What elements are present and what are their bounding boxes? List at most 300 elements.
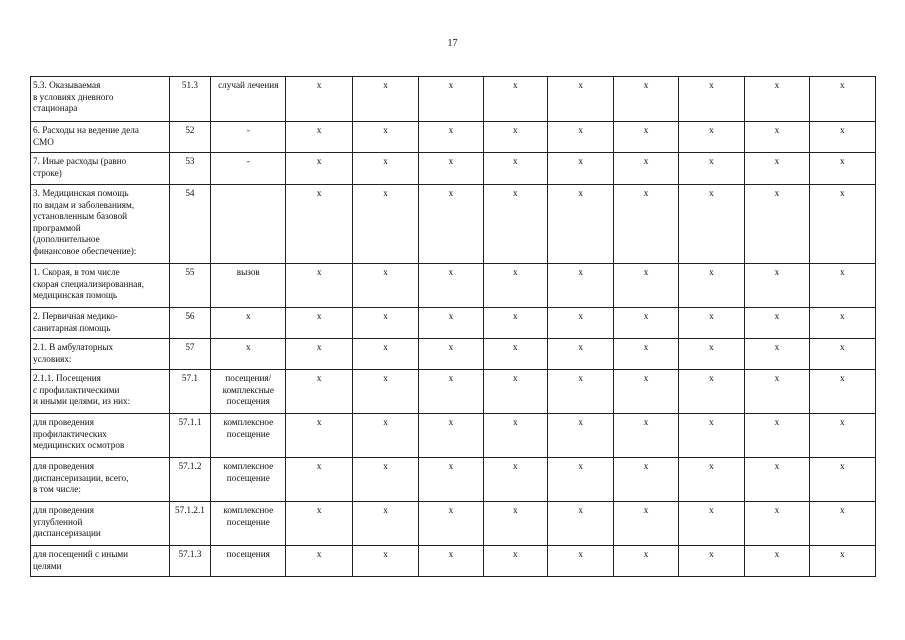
cell-text: 5.3. Оказываемая в условиях дневного стационара	[33, 80, 114, 113]
value-cell	[419, 414, 483, 458]
cell-text: для проведения углубленной диспансеризации	[33, 505, 101, 538]
cell-text: 2. Первичная медико- санитарная помощь	[33, 311, 118, 333]
value-cell	[678, 370, 744, 414]
value-cell	[745, 546, 809, 577]
cell-text: х	[513, 80, 518, 90]
cell-text: х	[709, 267, 714, 277]
cell-text: комплексное посещение	[223, 505, 274, 527]
cell-text: х	[643, 549, 649, 559]
table-row	[31, 546, 876, 577]
table-row	[31, 122, 876, 153]
cell-text: х	[839, 188, 845, 198]
value-cell	[352, 264, 418, 308]
value-cell	[286, 370, 352, 414]
cell-text: 57.1	[181, 373, 198, 383]
row-code-cell	[169, 370, 210, 414]
cell-text: х	[839, 267, 845, 277]
row-name-cell	[31, 546, 170, 577]
value-cell	[745, 414, 809, 458]
cell-text: 2.1. В амбулаторных условиях:	[33, 342, 114, 364]
cell-text: х	[839, 342, 845, 352]
value-cell	[809, 264, 875, 308]
cell-text: х	[643, 188, 649, 198]
cell-text: х	[709, 373, 714, 383]
cell-text: -	[246, 125, 250, 135]
value-cell	[548, 77, 614, 122]
cell-text: х	[839, 505, 845, 515]
value-cell	[286, 458, 352, 502]
cell-text: посещения	[226, 549, 270, 559]
value-cell	[419, 502, 483, 546]
value-cell	[678, 502, 744, 546]
value-cell	[286, 153, 352, 185]
cell-text: х	[513, 417, 518, 427]
cell-text: х	[643, 342, 649, 352]
value-cell	[745, 308, 809, 339]
cell-text: 56	[185, 311, 195, 321]
cell-text: х	[774, 342, 780, 352]
value-cell	[614, 370, 678, 414]
cell-text: х	[383, 373, 388, 383]
cell-text: х	[643, 156, 649, 166]
row-code-cell	[169, 122, 210, 153]
cell-text: х	[383, 311, 388, 321]
row-name-cell	[31, 414, 170, 458]
value-cell	[745, 122, 809, 153]
value-cell	[678, 339, 744, 370]
value-cell	[286, 264, 352, 308]
cell-text: х	[316, 373, 322, 383]
cell-text: х	[513, 373, 518, 383]
value-cell	[678, 308, 744, 339]
cell-text: х	[316, 156, 322, 166]
value-cell	[678, 77, 744, 122]
value-cell	[809, 414, 875, 458]
value-cell	[809, 122, 875, 153]
cell-text: х	[643, 311, 649, 321]
cell-text: -	[246, 156, 250, 166]
value-cell	[678, 153, 744, 185]
value-cell	[483, 308, 547, 339]
cell-text: х	[578, 342, 583, 352]
cell-text: х	[578, 505, 583, 515]
cell-text: х	[643, 373, 649, 383]
value-cell	[286, 502, 352, 546]
value-cell	[483, 458, 547, 502]
row-code-cell	[169, 458, 210, 502]
value-cell	[809, 546, 875, 577]
cell-text: 57.1.1	[178, 417, 202, 427]
value-cell	[419, 308, 483, 339]
value-cell	[614, 264, 678, 308]
row-name-cell	[31, 264, 170, 308]
value-cell	[419, 185, 483, 264]
cell-text: х	[448, 417, 454, 427]
cell-text: для проведения диспансеризации, всего, в том числе:	[33, 461, 129, 494]
cell-text: х	[448, 188, 454, 198]
cell-text: х	[774, 80, 780, 90]
value-cell	[745, 264, 809, 308]
page-number: 17	[447, 38, 458, 49]
cell-text: х	[709, 505, 714, 515]
cell-text: х	[316, 417, 322, 427]
cell-text: 57	[185, 342, 195, 352]
table-row	[31, 264, 876, 308]
cell-text: вызов	[236, 267, 260, 277]
value-cell	[745, 77, 809, 122]
cell-text: х	[448, 125, 454, 135]
row-unit-cell	[211, 122, 286, 153]
value-cell	[286, 77, 352, 122]
cell-text: х	[774, 311, 780, 321]
value-cell	[809, 458, 875, 502]
value-cell	[745, 153, 809, 185]
cell-text: х	[448, 461, 454, 471]
cell-text: х	[774, 156, 780, 166]
value-cell	[483, 546, 547, 577]
cell-text: х	[383, 505, 388, 515]
value-cell	[809, 77, 875, 122]
cell-text: х	[316, 188, 322, 198]
value-cell	[745, 339, 809, 370]
cell-text: х	[383, 125, 388, 135]
value-cell	[419, 77, 483, 122]
cell-text: х	[578, 156, 583, 166]
row-unit-cell	[211, 370, 286, 414]
cell-text: х	[448, 311, 454, 321]
row-unit-cell	[211, 546, 286, 577]
value-cell	[483, 77, 547, 122]
row-name-cell	[31, 502, 170, 546]
value-cell	[614, 122, 678, 153]
value-cell	[614, 339, 678, 370]
value-cell	[614, 77, 678, 122]
cell-text: х	[774, 461, 780, 471]
value-cell	[419, 458, 483, 502]
cell-text: х	[839, 80, 845, 90]
value-cell	[352, 458, 418, 502]
cell-text: х	[513, 311, 518, 321]
row-code-cell	[169, 546, 210, 577]
cell-text: х	[643, 267, 649, 277]
row-code-cell	[169, 153, 210, 185]
table-row	[31, 339, 876, 370]
row-name-cell	[31, 77, 170, 122]
value-cell	[678, 414, 744, 458]
value-cell	[483, 185, 547, 264]
cell-text: х	[316, 549, 322, 559]
cell-text: 57.1.2	[178, 461, 202, 471]
cell-text: х	[709, 461, 714, 471]
value-cell	[809, 153, 875, 185]
cell-text: х	[774, 549, 780, 559]
row-unit-cell	[211, 414, 286, 458]
cell-text: х	[643, 125, 649, 135]
value-cell	[548, 264, 614, 308]
value-cell	[809, 370, 875, 414]
cell-text: х	[839, 373, 845, 383]
cell-text: 2.1.1. Посещения с профилактическими и иными целями, из них:	[33, 373, 131, 406]
value-cell	[745, 185, 809, 264]
row-name-cell	[31, 339, 170, 370]
table-row	[31, 308, 876, 339]
value-cell	[809, 308, 875, 339]
cell-text: 57.1.3	[178, 549, 202, 559]
cell-text: посещения/ комплексные посещения	[222, 373, 274, 406]
cell-text: х	[643, 505, 649, 515]
cell-text: х	[578, 461, 583, 471]
data-table	[30, 76, 876, 577]
value-cell	[352, 153, 418, 185]
cell-text: 55	[185, 267, 195, 277]
row-unit-cell	[211, 77, 286, 122]
cell-text: х	[316, 505, 322, 515]
value-cell	[614, 502, 678, 546]
value-cell	[419, 122, 483, 153]
value-cell	[678, 546, 744, 577]
cell-text: х	[448, 156, 454, 166]
cell-text: х	[513, 267, 518, 277]
row-name-cell	[31, 153, 170, 185]
value-cell	[286, 546, 352, 577]
cell-text: х	[316, 80, 322, 90]
value-cell	[352, 308, 418, 339]
cell-text: х	[383, 80, 388, 90]
value-cell	[614, 153, 678, 185]
table-row	[31, 185, 876, 264]
cell-text: х	[839, 417, 845, 427]
cell-text: х	[383, 342, 388, 352]
value-cell	[614, 546, 678, 577]
row-code-cell	[169, 77, 210, 122]
cell-text: комплексное посещение	[223, 417, 274, 439]
cell-text: х	[578, 188, 583, 198]
row-name-cell	[31, 308, 170, 339]
cell-text: х	[578, 80, 583, 90]
cell-text: х	[709, 342, 714, 352]
cell-text: х	[709, 125, 714, 135]
value-cell	[352, 414, 418, 458]
row-code-cell	[169, 414, 210, 458]
cell-text: х	[774, 373, 780, 383]
cell-text: х	[578, 311, 583, 321]
cell-text: х	[839, 156, 845, 166]
cell-text: х	[448, 267, 454, 277]
value-cell	[483, 502, 547, 546]
cell-text: х	[709, 549, 714, 559]
value-cell	[678, 185, 744, 264]
row-name-cell	[31, 458, 170, 502]
cell-text: 51.3	[181, 80, 198, 90]
value-cell	[809, 185, 875, 264]
cell-text: х	[383, 267, 388, 277]
value-cell	[483, 153, 547, 185]
value-cell	[614, 458, 678, 502]
value-cell	[548, 414, 614, 458]
cell-text: х	[578, 417, 583, 427]
value-cell	[745, 502, 809, 546]
value-cell	[548, 502, 614, 546]
value-cell	[286, 308, 352, 339]
table-row	[31, 502, 876, 546]
value-cell	[548, 370, 614, 414]
cell-text: х	[839, 549, 845, 559]
cell-text: х	[774, 505, 780, 515]
cell-text: х	[513, 188, 518, 198]
cell-text: х	[643, 417, 649, 427]
cell-text: х	[316, 461, 322, 471]
value-cell	[809, 339, 875, 370]
cell-text: х	[513, 156, 518, 166]
value-cell	[614, 308, 678, 339]
cell-text: х	[448, 373, 454, 383]
cell-text: х	[709, 311, 714, 321]
value-cell	[286, 185, 352, 264]
value-cell	[483, 370, 547, 414]
cell-text: х	[709, 188, 714, 198]
cell-text: х	[448, 80, 454, 90]
cell-text: х	[578, 125, 583, 135]
cell-text: 7. Иные расходы (равно строке)	[33, 156, 127, 178]
cell-text: х	[774, 267, 780, 277]
row-unit-cell	[211, 308, 286, 339]
cell-text: х	[643, 80, 649, 90]
cell-text: х	[839, 311, 845, 321]
row-code-cell	[169, 264, 210, 308]
value-cell	[678, 122, 744, 153]
cell-text: х	[643, 461, 649, 471]
row-code-cell	[169, 339, 210, 370]
cell-text: х	[448, 505, 454, 515]
value-cell	[809, 502, 875, 546]
value-cell	[352, 370, 418, 414]
table-row	[31, 458, 876, 502]
cell-text: х	[316, 267, 322, 277]
table-row	[31, 153, 876, 185]
value-cell	[286, 339, 352, 370]
cell-text: 53	[185, 156, 195, 166]
cell-text: х	[448, 342, 454, 352]
cell-text: х	[839, 461, 845, 471]
cell-text: х	[316, 311, 322, 321]
cell-text: х	[383, 156, 388, 166]
cell-text: х	[513, 125, 518, 135]
value-cell	[548, 308, 614, 339]
row-unit-cell	[211, 339, 286, 370]
value-cell	[745, 458, 809, 502]
cell-text: 57.1.2.1	[175, 505, 205, 515]
row-unit-cell	[211, 502, 286, 546]
value-cell	[548, 153, 614, 185]
value-cell	[548, 122, 614, 153]
cell-text: случай лечения	[218, 80, 279, 90]
cell-text: х	[383, 461, 388, 471]
value-cell	[352, 77, 418, 122]
value-cell	[483, 414, 547, 458]
row-code-cell	[169, 185, 210, 264]
value-cell	[419, 370, 483, 414]
value-cell	[548, 458, 614, 502]
value-cell	[352, 502, 418, 546]
cell-text: х	[448, 549, 454, 559]
row-name-cell	[31, 122, 170, 153]
cell-text: х	[513, 505, 518, 515]
value-cell	[419, 264, 483, 308]
cell-text: х	[383, 549, 388, 559]
cell-text: х	[774, 188, 780, 198]
cell-text: х	[383, 417, 388, 427]
value-cell	[352, 339, 418, 370]
value-cell	[483, 339, 547, 370]
cell-text: х	[774, 417, 780, 427]
cell-text: х	[383, 188, 388, 198]
value-cell	[483, 122, 547, 153]
value-cell	[352, 122, 418, 153]
row-unit-cell	[211, 264, 286, 308]
cell-text: 6. Расходы на ведение дела СМО	[33, 125, 139, 147]
value-cell	[548, 546, 614, 577]
cell-text: х	[513, 342, 518, 352]
value-cell	[678, 458, 744, 502]
row-code-cell	[169, 308, 210, 339]
value-cell	[678, 264, 744, 308]
cell-text: х	[513, 461, 518, 471]
row-name-cell	[31, 370, 170, 414]
cell-text: х	[578, 373, 583, 383]
cell-text: х	[316, 342, 322, 352]
cell-text: х	[774, 125, 780, 135]
cell-text: 54	[185, 188, 195, 198]
value-cell	[286, 122, 352, 153]
row-unit-cell	[211, 458, 286, 502]
value-cell	[419, 546, 483, 577]
value-cell	[419, 339, 483, 370]
row-name-cell	[31, 185, 170, 264]
value-cell	[745, 370, 809, 414]
value-cell	[419, 153, 483, 185]
cell-text: х	[316, 125, 322, 135]
cell-text: х	[709, 417, 714, 427]
cell-text: х	[709, 80, 714, 90]
table-row	[31, 414, 876, 458]
row-unit-cell	[211, 153, 286, 185]
value-cell	[614, 185, 678, 264]
cell-text: для проведения профилактических медицинских осмотров	[33, 417, 125, 450]
cell-text: х	[578, 267, 583, 277]
cell-text: х	[709, 156, 714, 166]
cell-text: х	[839, 125, 845, 135]
table-row	[31, 77, 876, 122]
value-cell	[352, 185, 418, 264]
value-cell	[483, 264, 547, 308]
cell-text: х	[245, 311, 251, 321]
cell-text: х	[578, 549, 583, 559]
row-code-cell	[169, 502, 210, 546]
value-cell	[548, 339, 614, 370]
cell-text: х	[513, 549, 518, 559]
cell-text: комплексное посещение	[223, 461, 274, 483]
cell-text: 1. Скорая, в том числе скорая специализированная, медицинская помощь	[33, 267, 144, 300]
cell-text: 52	[185, 125, 195, 135]
value-cell	[352, 546, 418, 577]
value-cell	[286, 414, 352, 458]
value-cell	[614, 414, 678, 458]
cell-text: х	[245, 342, 251, 352]
value-cell	[548, 185, 614, 264]
table-row	[31, 370, 876, 414]
row-unit-cell	[211, 185, 286, 264]
cell-text: для посещений с иными целями	[33, 549, 129, 571]
